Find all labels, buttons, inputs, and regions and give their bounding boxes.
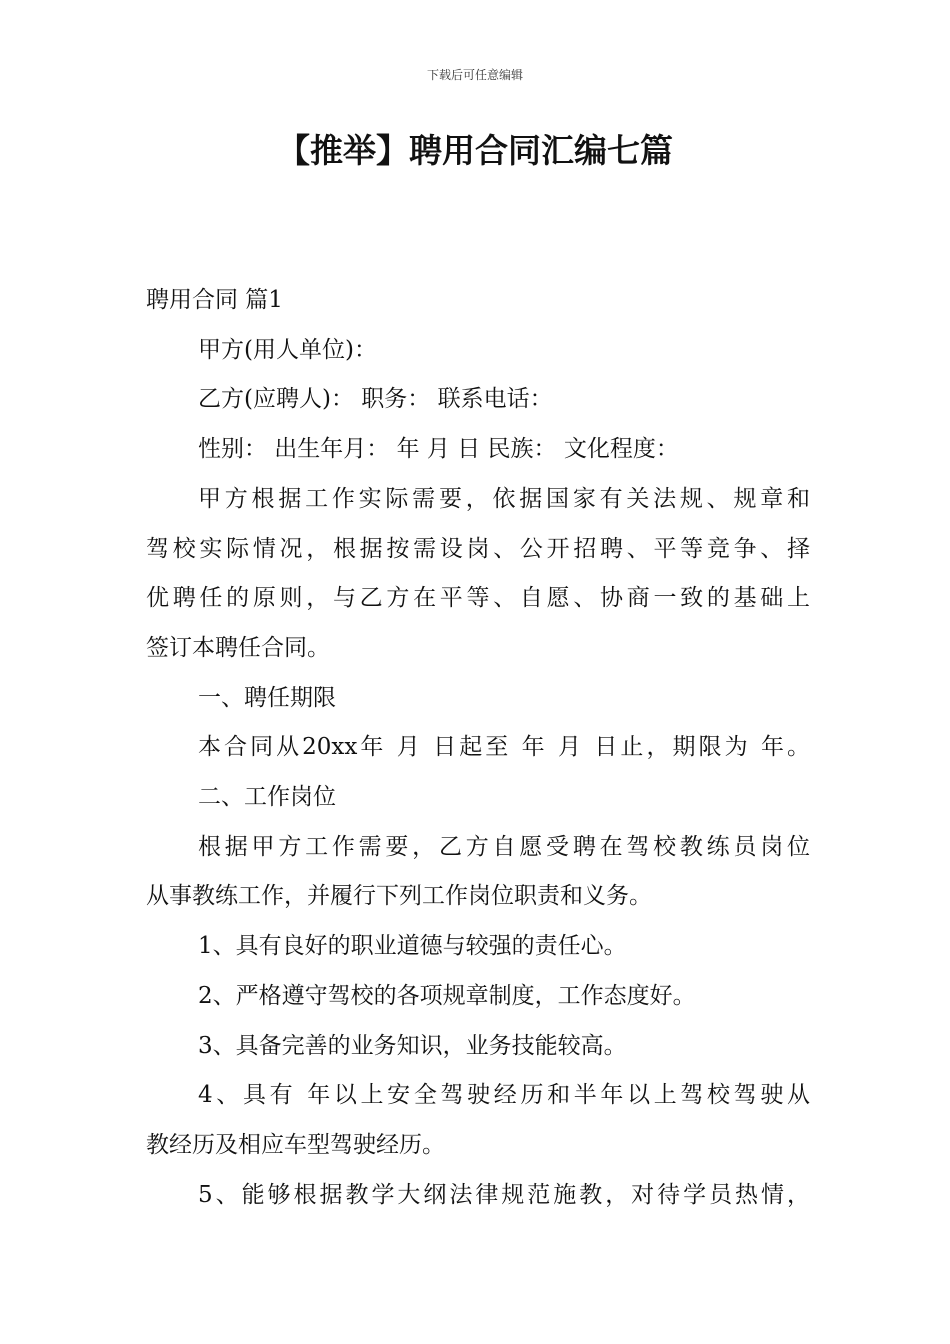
body-line: 签订本聘任合同。 <box>146 634 330 661</box>
body-line: 乙方(应聘人)： 职务： 联系电话： <box>198 386 553 413</box>
body-line: 驾校实际情况，根据按需设岗、公开招聘、平等竞争、择 <box>146 535 810 562</box>
body-line: 从事教练工作，并履行下列工作岗位职责和义务。 <box>146 883 652 910</box>
body-line: 3、具备完善的业务知识，业务技能较高。 <box>198 1032 627 1059</box>
body-line: 5、能够根据教学大纲法律规范施教，对待学员热情， <box>198 1181 810 1208</box>
body-line: 2、严格遵守驾校的各项规章制度，工作态度好。 <box>198 982 696 1009</box>
body-line: 甲方(用人单位)： <box>198 336 377 363</box>
body-line: 本合同从20xx年 月 日起至 年 月 日止，期限为 年。 <box>198 734 810 761</box>
body-line: 一、聘任期限 <box>198 684 336 711</box>
body-line: 二、工作岗位 <box>198 784 336 811</box>
body-line: 1、具有良好的职业道德与较强的责任心。 <box>198 933 627 960</box>
body-line: 聘用合同 篇1 <box>146 287 283 313</box>
document-title: 【推举】聘用合同汇编七篇 <box>277 131 673 170</box>
header-note: 下载后可任意编辑 <box>426 68 523 82</box>
body-line: 性别： 出生年月： 年 月 日 民族： 文化程度： <box>198 436 679 463</box>
document-body <box>146 276 810 1220</box>
body-line: 优聘任的原则，与乙方在平等、自愿、协商一致的基础上 <box>146 585 810 612</box>
body-line: 教经历及相应车型驾驶经历。 <box>146 1131 445 1158</box>
body-line: 根据甲方工作需要，乙方自愿受聘在驾校教练员岗位 <box>198 833 810 860</box>
body-line: 甲方根据工作实际需要，依据国家有关法规、规章和 <box>198 485 810 512</box>
body-line: 4、具有 年以上安全驾驶经历和半年以上驾校驾驶从 <box>198 1082 810 1109</box>
